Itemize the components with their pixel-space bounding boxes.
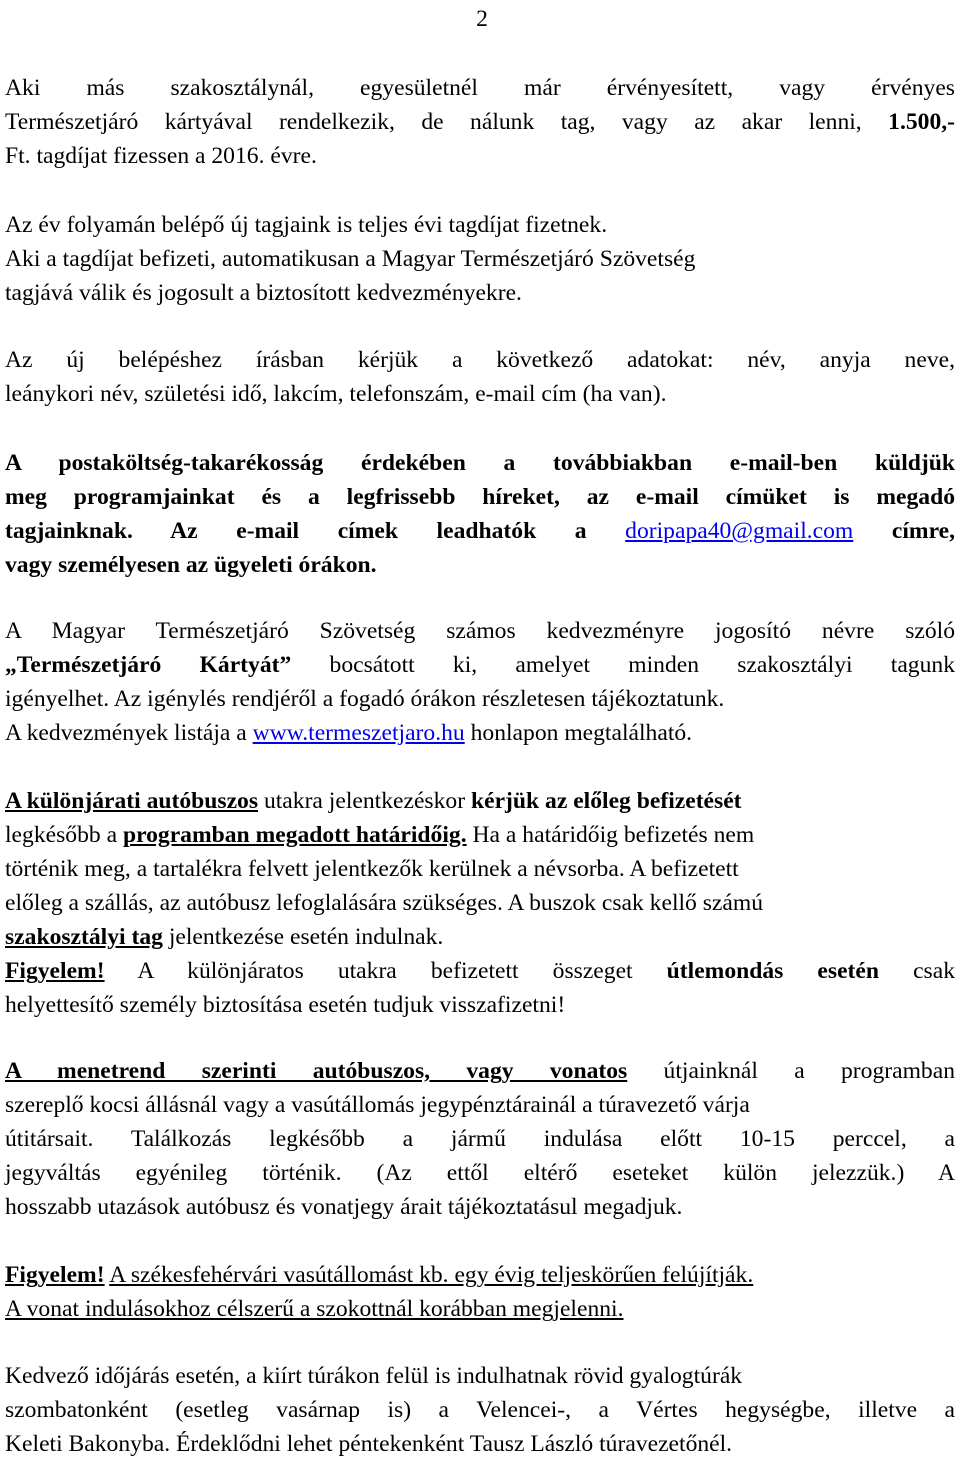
email-link[interactable]: doripapa40@gmail.com	[625, 518, 854, 544]
text-line: meg programjainkat és a legfrissebb híreket, az e-mail címüket is megadó	[5, 484, 955, 510]
text-line: szombatonként (esetleg vasárnap is) a Velencei-, a Vértes hegységbe, illetve a	[5, 1397, 955, 1423]
text-line: igényelhet. Az igénylés rendjéről a fogadó órákon részletesen tájékoztatunk.	[5, 686, 725, 712]
text-line	[5, 1258, 955, 1292]
text-line: Aki a tagdíjat befizeti, automatikusan a Magyar Természetjáró Szövetség	[5, 246, 696, 272]
text-line: szereplő kocsi állásnál vagy a vasútállomás jegypénztárainál a túravezető várja	[5, 1092, 750, 1118]
text-segment: útjainknál a programban	[663, 1058, 955, 1084]
text-segment: programban megadott határidőig.	[122, 822, 467, 848]
text-segment: legkésőbb a	[5, 822, 118, 848]
website-link[interactable]: www.termeszetjaro.hu	[252, 720, 465, 746]
fee-amount: 1.500,-	[888, 109, 955, 135]
card-name: „Természetjáró Kártyát”	[5, 652, 292, 678]
text-segment: utakra jelentkezéskor	[263, 788, 466, 814]
text-line: útitársait. Találkozás legkésőbb a jármű indulása előtt 10-15 perccel, a	[5, 1126, 955, 1152]
text-segment: A kedvezmények listája a	[5, 720, 247, 746]
text-line: Keleti Bakonyba. Érdeklődni lehet péntekenként Tausz László túravezetőnél.	[5, 1431, 733, 1457]
text-segment: csak	[913, 958, 955, 984]
text-segment: A székesfehérvári vasútállomást kb. egy évig teljeskörűen felújítják.	[109, 1262, 754, 1288]
text-line: Kedvező időjárás esetén, a kiírt túrákon felül is indulhatnak rövid gyalogtúrák	[5, 1363, 743, 1389]
text-line: A Magyar Természetjáró Szövetség számos kedvezményre jogosító névre szóló	[5, 618, 955, 644]
text-line	[5, 784, 955, 818]
text-segment: kérjük az előleg befizetését	[470, 788, 742, 814]
text-segment: útlemondás esetén	[666, 958, 879, 984]
warning-label: Figyelem!	[5, 958, 105, 984]
text-line: történik meg, a tartalékra felvett jelentkezők kerülnek a névsorba. A befizetett	[5, 856, 739, 882]
text-line	[5, 716, 955, 750]
paragraph-scheduled-transport	[5, 1054, 955, 1224]
text-line	[5, 954, 955, 988]
text-segment: bocsátott ki, amelyet minden szakosztályi tagunk	[329, 652, 955, 678]
paragraph-station-renovation	[5, 1258, 955, 1326]
text-line	[5, 818, 955, 852]
text-line: A vonat indulásokhoz célszerű a szokottnál korábban megjelenni.	[5, 1296, 624, 1322]
text-segment: Természetjáró kártyával rendelkezik, de nálunk tag, vagy az akar lenni,	[5, 109, 862, 135]
text-line	[5, 920, 955, 954]
text-line: jegyváltás egyénileg történik. (Az ettől eltérő eseteket külön jelezzük.) A	[5, 1160, 955, 1186]
text-line: Aki más szakosztálynál, egyesületnél már érvényesített, vagy érvényes	[5, 75, 955, 101]
text-line	[5, 1054, 955, 1088]
text-line: Ft. tagdíjat fizessen a 2016. évre.	[5, 143, 317, 169]
text-segment: A különjárati autóbuszos	[5, 788, 259, 814]
text-segment: szakosztályi tag	[5, 924, 163, 950]
paragraph-registration-data	[5, 343, 955, 411]
text-line	[5, 648, 955, 682]
text-segment: Ha a határidőig befizetés nem	[472, 822, 755, 848]
text-segment: A menetrend szerinti autóbuszos, vagy vonatos	[5, 1058, 628, 1084]
text-line	[5, 105, 955, 139]
text-line	[5, 514, 955, 548]
paragraph-short-hikes	[5, 1359, 955, 1461]
text-line: A postaköltség-takarékosság érdekében a továbbiakban e-mail-ben küldjük	[5, 450, 955, 476]
text-line: helyettesítő személy biztosítása esetén tudjuk visszafizetni!	[5, 992, 566, 1018]
page-number: 2	[476, 6, 488, 32]
text-segment: honlapon megtalálható.	[470, 720, 693, 746]
text-line: hosszabb utazások autóbusz és vonatjegy árait tájékoztatásul megadjuk.	[5, 1194, 683, 1220]
paragraph-email-notice	[5, 446, 955, 582]
text-segment: jelentkezése esetén indulnak.	[168, 924, 444, 950]
paragraph-charter-bus	[5, 784, 955, 1022]
warning-label: Figyelem!	[5, 1262, 105, 1288]
text-segment: címre,	[891, 518, 955, 544]
text-line: előleg a szállás, az autóbusz lefoglalására szükséges. A buszok csak kellő számú	[5, 890, 764, 916]
text-line: tagjává válik és jogosult a biztosított kedvezményekre.	[5, 280, 522, 306]
text-line: vagy személyesen az ügyeleti órákon.	[5, 552, 377, 578]
paragraph-membership-fee	[5, 71, 955, 173]
paragraph-new-members	[5, 208, 955, 310]
text-line: Az év folyamán belépő új tagjaink is teljes évi tagdíjat fizetnek.	[5, 212, 608, 238]
paragraph-hiking-card	[5, 614, 955, 750]
text-segment: A különjáratos utakra befizetett összeget	[137, 958, 633, 984]
text-line: leánykori név, születési idő, lakcím, telefonszám, e-mail cím (ha van).	[5, 381, 667, 407]
text-line: Az új belépéshez írásban kérjük a következő adatokat: név, anyja neve,	[5, 347, 955, 373]
text-segment: tagjainknak. Az e-mail címek leadhatók a	[5, 518, 587, 544]
